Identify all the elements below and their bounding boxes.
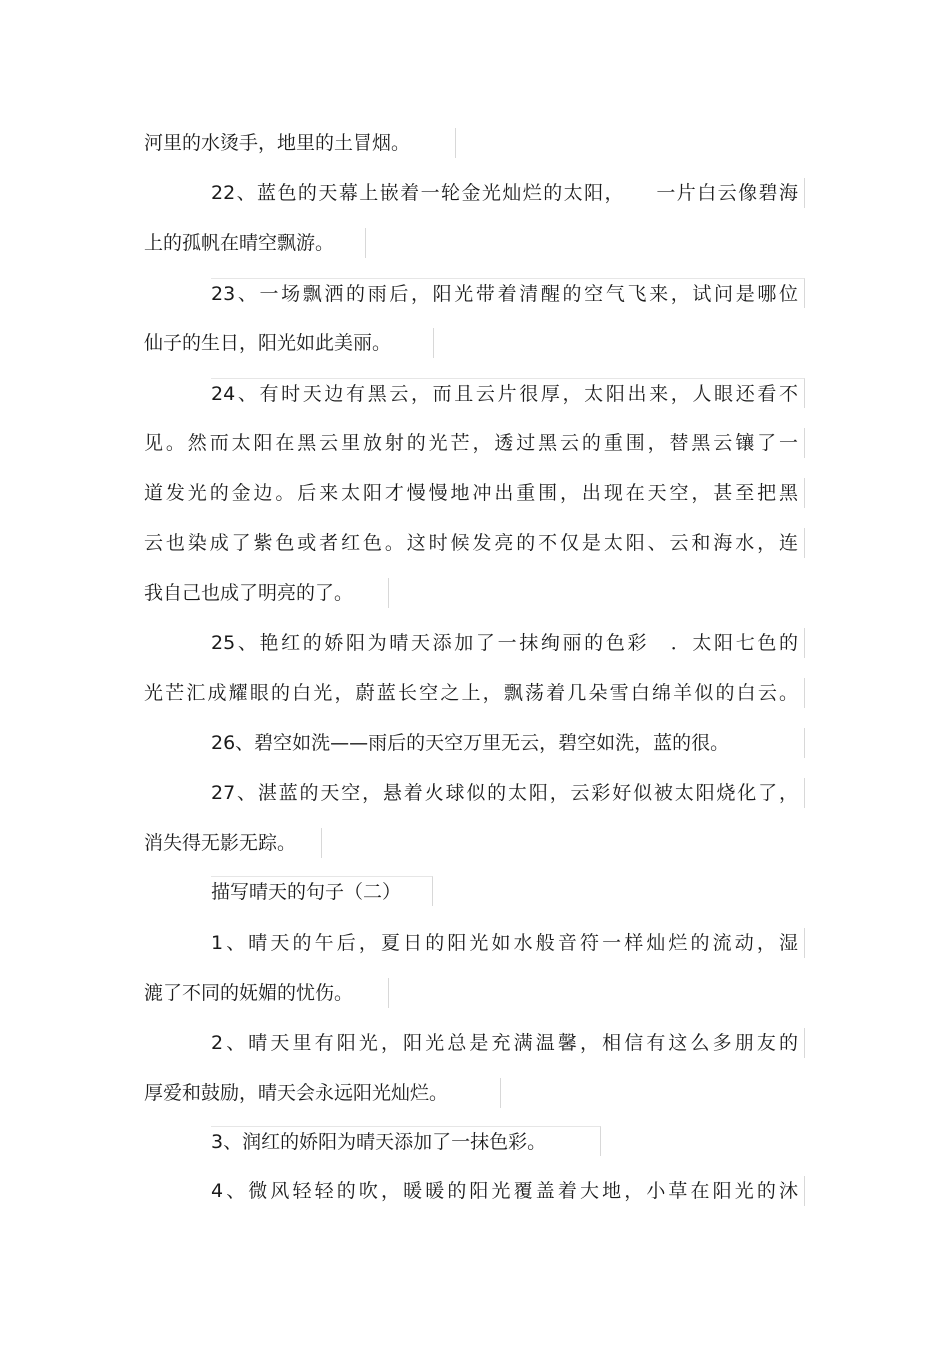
- text-line: 见。然而太阳在黑云里放射的光芒，透过黑云的重围，替黑云镶了一: [144, 428, 805, 458]
- text-line: 上的孤帆在晴空飘游。: [144, 228, 366, 258]
- text-line: 25、艳红的娇阳为晴天添加了一抹绚丽的色彩 ．太阳七色的: [211, 628, 805, 658]
- text-line: 26、碧空如洗——雨后的天空万里无云，碧空如洗，蓝的很。: [211, 728, 805, 758]
- text-line: 道发光的金边。后来太阳才慢慢地冲出重围，出现在天空，甚至把黑: [144, 478, 805, 508]
- text-line: 23、一场飘洒的雨后，阳光带着清醒的空气飞来，试问是哪位: [211, 278, 805, 308]
- text-line: 消失得无影无踪。: [144, 828, 322, 858]
- text-line: 2、晴天里有阳光，阳光总是充满温馨，相信有这么多朋友的: [211, 1028, 805, 1058]
- text-line: 22、蓝色的天幕上嵌着一轮金光灿烂的太阳， 一片白云像碧海: [211, 178, 805, 208]
- text-line: 3、润红的娇阳为晴天添加了一抹色彩。: [211, 1126, 601, 1156]
- text-line: 27、湛蓝的天空，悬着火球似的太阳，云彩好似被太阳烧化了，: [211, 778, 805, 808]
- text-line: 云也染成了紫色或者红色。这时候发亮的不仅是太阳、云和海水，连: [144, 528, 805, 558]
- text-line: 厚爱和鼓励，晴天会永远阳光灿烂。: [144, 1078, 501, 1108]
- text-line: 4、微风轻轻的吹，暖暖的阳光覆盖着大地，小草在阳光的沐: [211, 1176, 805, 1206]
- text-line: 光芒汇成耀眼的白光，蔚蓝长空之上，飘荡着几朵雪白绵羊似的白云。: [144, 678, 805, 708]
- text-line: 河里的水烫手，地里的土冒烟。: [144, 128, 456, 158]
- text-line: 24、有时天边有黑云，而且云片很厚，太阳出来，人眼还看不: [211, 378, 805, 408]
- text-line: 我自己也成了明亮的了。: [144, 578, 389, 608]
- text-line: 漉了不同的妩媚的忧伤。: [144, 978, 389, 1008]
- section-heading: 描写晴天的句子（二）: [211, 876, 433, 906]
- text-line: 1、晴天的午后，夏日的阳光如水般音符一样灿烂的流动，湿: [211, 928, 805, 958]
- text-line: 仙子的生日，阳光如此美丽。: [144, 328, 434, 358]
